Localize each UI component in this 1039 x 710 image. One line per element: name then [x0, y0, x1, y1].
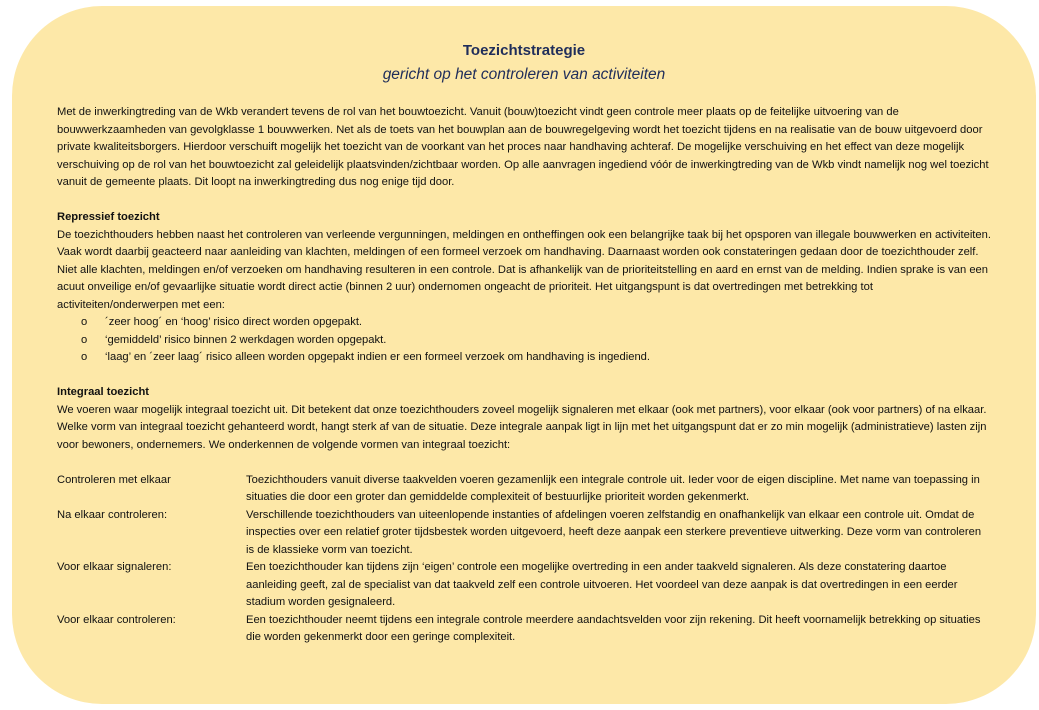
integraal-paragraph: We voeren waar mogelijk integraal toezicht uit. Dit betekent dat onze toezichthouders zoveel mogelijk signaleren met elkaar (ook met partners), voor elkaar (ook voor partners) of na elkaar. Welke vorm van integraal toezicht gehanteerd wordt, hangt sterk af van de situatie. Deze integrale aanpak ligt in lijn met het uitgangspunt dat er zo min mogelijk (administratieve) lasten zijn voor bewoners, ondernemers. We onderkennen de volgende vormen van integraal toezicht: — [57, 403, 987, 451]
list-item — [57, 349, 992, 367]
form-description: Verschillende toezichthouders van uiteenlopende instanties of afdelingen voeren zelfstandig en onafhankelijk van elkaar een controle uit. Omdat de inspecties over een relatief groter tijdsbestek worden uitgevoerd, heeft deze aanpak een sterkere preventieve uitwerking. Deze vorm van controleren is de klassieke vorm van toezicht. — [246, 508, 982, 556]
page-subtitle: gericht op het controleren van activiteiten — [382, 66, 666, 83]
form-term: Voor elkaar signaleren: — [57, 561, 172, 573]
bullet-icon: o — [81, 316, 88, 328]
page-title: Toezichtstrategie — [462, 42, 586, 59]
form-description: Een toezichthouder neemt tijdens een integrale controle meerdere aandachtsvelden voor zijn rekening. Dit heeft voornamelijk betrekking op situaties die worden gekenmerkt door een geringe complexiteit. — [246, 613, 981, 643]
section-heading-integraal: Integraal toezicht — [57, 386, 150, 398]
list-item-text: ‘laag’ en ´zeer laag´ risico alleen worden opgepakt indien er een formeel verzoek om handhaving is ingediend. — [105, 351, 650, 363]
bullet-icon: o — [81, 333, 88, 346]
info-card — [12, 6, 1036, 704]
form-term: Na elkaar controleren: — [57, 508, 168, 521]
form-description: Toezichthouders vanuit diverse taakvelden voeren gezamenlijk een integrale controle uit. Ieder voor de eigen discipline. Met name van toepassing in situaties die door een groter dan gemiddelde complexiteit of bestuurlijke prioriteit worden gekenmerkt. — [246, 473, 980, 503]
list-item-text: ‘gemiddeld’ risico binnen 2 werkdagen worden opgepakt. — [105, 333, 387, 346]
form-term: Voor elkaar controleren: — [57, 613, 176, 626]
risk-list — [57, 314, 992, 367]
repressief-paragraph: De toezichthouders hebben naast het controleren van verleende vergunningen, meldingen en ontheffingen ook een belangrijke taak bij het opsporen van illegale bouwwerken en activiteiten. Vaak wordt daarbij geacteerd naar aanleiding van klachten, meldingen of een formeel verzoek om handhaving. Daarnaast worden ook constateringen gedaan door de toezichthouder zelf. Niet alle klachten, meldingen en/of verzoeken om handhaving resulteren in een controle. Dat is afhankelijk van de prioriteitstelling en aard en ernst van de melding. Indien sprake is van een acuut onveilige en/of gevaarlijke situatie wordt direct actie (binnen 2 uur) ondernomen ongeacht de prioriteit. Het uitgangspunt is dat overtredingen met betrekking tot activiteiten/onderwerpen met een: — [57, 228, 991, 311]
form-term: Controleren met elkaar — [57, 473, 171, 486]
bullet-icon: o — [81, 351, 88, 363]
form-row-na-elkaar-controleren — [57, 507, 992, 560]
list-item-text: ´zeer hoog´ en ‘hoog’ risico direct worden opgepakt. — [105, 316, 363, 328]
document-body — [57, 104, 992, 647]
form-row-voor-elkaar-controleren — [57, 612, 992, 647]
list-item — [57, 332, 992, 350]
form-row-controleren-met-elkaar — [57, 472, 992, 507]
form-description: Een toezichthouder kan tijdens zijn ‘eigen’ controle een mogelijke overtreding in een ander taakveld signaleren. Als deze constatering daartoe aanleiding geeft, zal de specialist van dat taakveld zelf een controle uitvoeren. Het voordeel van deze aanpak is dat overtredingen in een eerder stadium worden gesignaleerd. — [246, 561, 958, 608]
section-heading-repressief: Repressief toezicht — [57, 211, 160, 223]
intro-paragraph: Met de inwerkingtreding van de Wkb verandert tevens de rol van het bouwtoezicht. Vanuit (bouw)toezicht vindt geen controle meer plaats op de feitelijke uitvoering van de bouwwerkzaamheden van gevolgklasse 1 bouwwerken. Net als de toets van het bouwplan aan de bouwregelgeving wordt het toezicht tijdens en na realisatie van de bouw uitgevoerd door private kwaliteitsborgers. Hierdoor verschuift mogelijk het toezicht van de voorkant van het proces naar handhaving achteraf. De mogelijke verschuiving en het effect van deze mogelijk verschuiving op de rol van het bouwtoezicht zal geleidelijk plaatsvinden/zichtbaar worden. Op alle aanvragen ingediend vóór de inwerkingtreding van de Wkb vindt namelijk nog wel toezicht vanuit de gemeente plaats. Dit loopt na inwerkingtreding dus nog enige tijd door. — [57, 106, 989, 188]
form-row-voor-elkaar-signaleren — [57, 559, 992, 612]
list-item — [57, 314, 992, 332]
